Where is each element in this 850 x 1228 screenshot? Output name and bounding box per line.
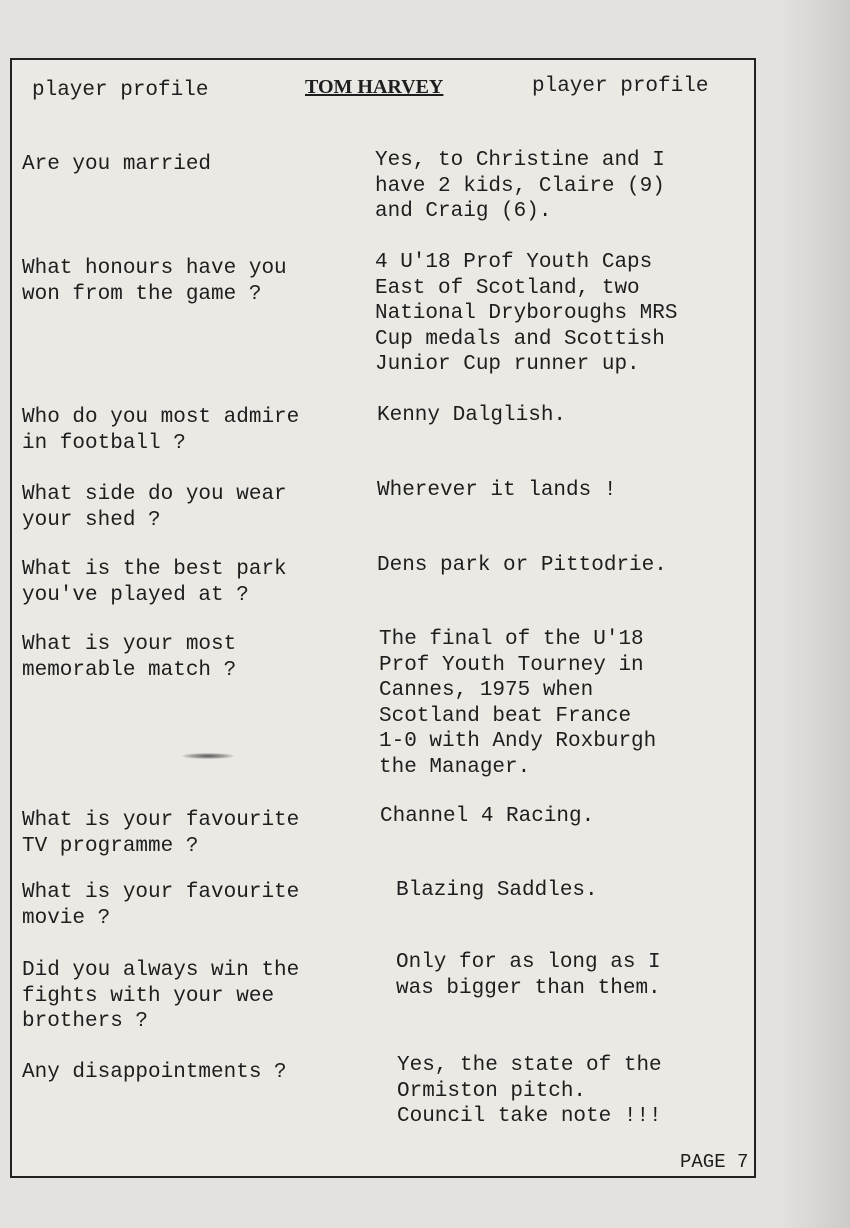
- print-speck: [182, 753, 234, 759]
- answer-memorable-match: The final of the U'18 Prof Youth Tourney in Cannes, 1975 when Scotland beat France 1-0 with Andy Roxburgh the Manager.: [379, 628, 657, 779]
- question-best-park: What is the best park you've played at ?: [22, 558, 287, 607]
- player-name-title: TOM HARVEY: [305, 76, 444, 98]
- header-right-label: player profile: [532, 75, 709, 98]
- question-memorable-match: What is your most memorable match ?: [22, 633, 237, 682]
- question-tv-programme: What is your favourite TV programme ?: [22, 809, 300, 858]
- profile-page: [10, 58, 756, 1178]
- answer-movie: Blazing Saddles.: [396, 879, 598, 902]
- question-married: Are you married: [22, 153, 212, 176]
- header-left-label: player profile: [32, 79, 209, 102]
- answer-tv-programme: Channel 4 Racing.: [380, 805, 595, 828]
- page-edge-shadow: [780, 0, 850, 1228]
- question-disappointments: Any disappointments ?: [22, 1061, 287, 1084]
- question-movie: What is your favourite movie ?: [22, 881, 300, 930]
- page-number: PAGE 7: [680, 1151, 749, 1173]
- answer-shed: Wherever it lands !: [377, 479, 617, 502]
- answer-admire: Kenny Dalglish.: [377, 404, 567, 427]
- answer-disappointments: Yes, the state of the Ormiston pitch. Council take note !!!: [397, 1054, 662, 1128]
- answer-fights: Only for as long as I was bigger than them.: [396, 951, 661, 1000]
- question-honours: What honours have you won from the game ?: [22, 257, 287, 306]
- question-fights: Did you always win the fights with your wee brothers ?: [22, 959, 300, 1033]
- question-shed: What side do you wear your shed ?: [22, 483, 287, 532]
- question-admire: Who do you most admire in football ?: [22, 406, 300, 455]
- answer-best-park: Dens park or Pittodrie.: [377, 554, 667, 577]
- answer-honours: 4 U'18 Prof Youth Caps East of Scotland, two National Dryboroughs MRS Cup medals and Scottish Junior Cup runner up.: [375, 251, 678, 376]
- answer-married: Yes, to Christine and I have 2 kids, Claire (9) and Craig (6).: [375, 149, 665, 223]
